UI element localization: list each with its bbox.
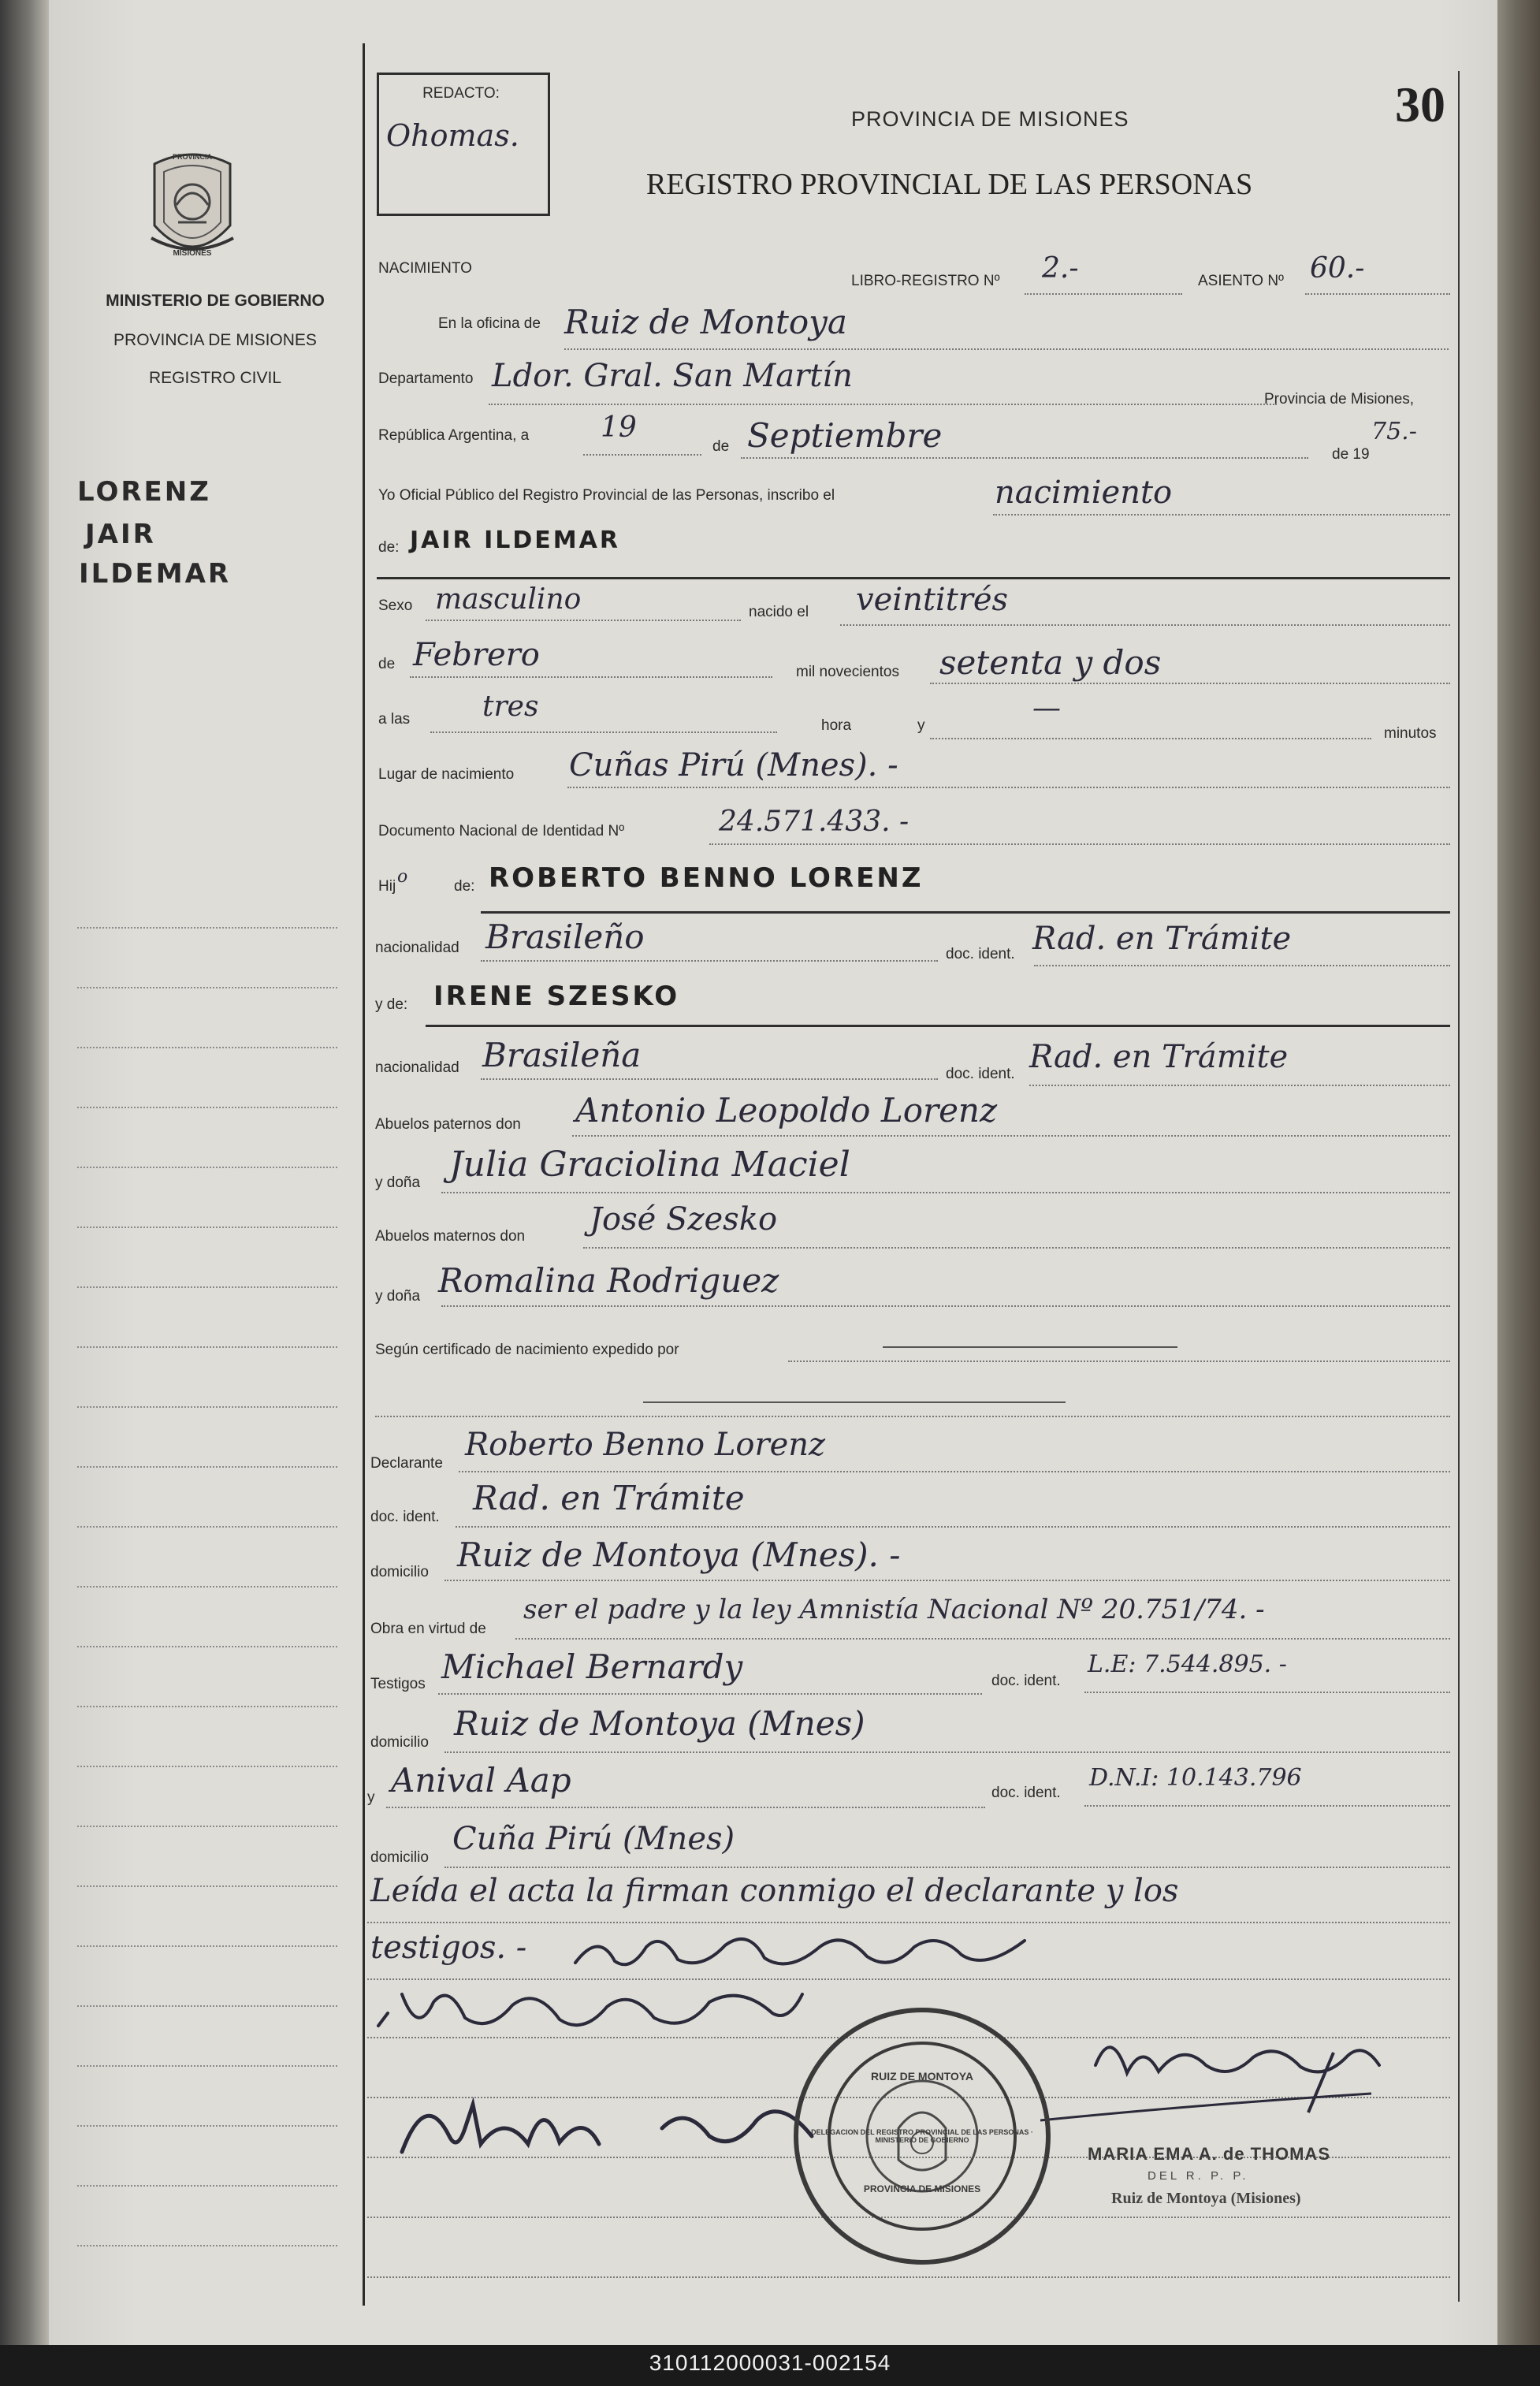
redacto-value: Ohomas. bbox=[386, 118, 519, 153]
margin-line bbox=[77, 1945, 337, 1947]
de-name-label: de: bbox=[378, 539, 400, 556]
registered-name: JAIR ILDEMAR bbox=[410, 527, 620, 554]
province-heading: PROVINCIA DE MISIONES bbox=[851, 107, 1129, 131]
doc-padre-line bbox=[1034, 965, 1450, 966]
nac-madre-label: nacionalidad bbox=[375, 1059, 459, 1076]
domicilio-label-3: domicilio bbox=[370, 1849, 429, 1866]
doc-declarante-value: Rad. en Trámite bbox=[473, 1479, 745, 1517]
certificado-line bbox=[788, 1361, 1450, 1362]
madre-label: y de: bbox=[375, 996, 408, 1013]
abuela-mat-line bbox=[441, 1305, 1450, 1307]
seal-bottom-text: MISIONES bbox=[173, 249, 212, 258]
official-role: DEL R. P. P. bbox=[1148, 2169, 1249, 2183]
closing-text-1: Leída el acta la firman conmigo el declarante y los bbox=[370, 1873, 1179, 1909]
abuelo-pat-value: Antonio Leopoldo Lorenz bbox=[575, 1091, 998, 1130]
domicilio-line bbox=[445, 1580, 1450, 1581]
testigo2-value: Anival Aap bbox=[391, 1761, 571, 1800]
margin-line bbox=[77, 2065, 337, 2067]
abuelos-pat-label: Abuelos paternos don bbox=[375, 1116, 521, 1133]
y-label: y bbox=[917, 717, 925, 734]
obra-value: ser el padre y la ley Amnistía Nacional Nº 20.751/74. - bbox=[523, 1594, 1265, 1625]
domicilio-label: domicilio bbox=[370, 1564, 429, 1580]
nac-padre-line bbox=[481, 960, 938, 962]
testigo1-dom: Ruiz de Montoya (Mnes) bbox=[454, 1704, 865, 1743]
margin-line bbox=[77, 1706, 337, 1707]
margin-line bbox=[77, 927, 337, 929]
declarante-value: Roberto Benno Lorenz bbox=[465, 1427, 826, 1463]
testigo2-dom: Cuña Pirú (Mnes) bbox=[452, 1821, 735, 1857]
domicilio-value: Ruiz de Montoya (Mnes). - bbox=[457, 1535, 901, 1574]
dni-label: Documento Nacional de Identidad Nº bbox=[378, 823, 625, 839]
sexo-value: masculino bbox=[435, 583, 582, 616]
lugar-value: Cuñas Pirú (Mnes). - bbox=[569, 747, 898, 784]
asiento-line bbox=[1305, 293, 1450, 295]
anio-nac-line bbox=[930, 683, 1450, 684]
departamento-value: Ldor. Gral. San Martín bbox=[492, 358, 853, 394]
nac-padre-label: nacionalidad bbox=[375, 940, 459, 956]
dni-value: 24.571.433. - bbox=[719, 806, 909, 838]
lugar-line bbox=[567, 787, 1450, 788]
margin-rule bbox=[363, 43, 365, 2306]
abuelos-mat-label: Abuelos maternos don bbox=[375, 1228, 526, 1245]
margin-line bbox=[77, 1646, 337, 1647]
nacimiento-label: NACIMIENTO bbox=[378, 260, 472, 277]
doc-madre-line bbox=[1029, 1085, 1450, 1086]
doc-padre-value: Rad. en Trámite bbox=[1032, 921, 1292, 957]
dni-line bbox=[709, 843, 1450, 845]
mes-nac-line bbox=[410, 676, 772, 678]
libro-line bbox=[1025, 293, 1182, 295]
margin-line bbox=[77, 1586, 337, 1588]
certificado-rule bbox=[883, 1346, 1177, 1348]
inscribo-value: nacimiento bbox=[995, 475, 1173, 511]
official-place: Ruiz de Montoya (Misiones) bbox=[1111, 2190, 1301, 2207]
mes-line bbox=[741, 457, 1308, 459]
oficial-text: Yo Oficial Público del Registro Provincial de las Personas, inscribo el bbox=[378, 487, 835, 504]
testigo1-doc-line bbox=[1084, 1692, 1450, 1693]
y-dona-label: y doña bbox=[375, 1174, 421, 1191]
y-label-2: y bbox=[367, 1789, 375, 1806]
lugar-label: Lugar de nacimiento bbox=[378, 766, 515, 783]
hijo-label: Hij bbox=[378, 878, 396, 895]
departamento-label: Departamento bbox=[378, 370, 474, 387]
hora-value: tres bbox=[482, 690, 539, 723]
closing-text-2: testigos. - bbox=[370, 1930, 527, 1966]
testigos-label: Testigos bbox=[370, 1676, 426, 1692]
oficina-value: Ruiz de Montoya bbox=[564, 303, 847, 341]
minutos-label: minutos bbox=[1384, 725, 1437, 742]
margin-line bbox=[77, 1227, 337, 1228]
margin-note-surname: LORENZ bbox=[77, 476, 211, 508]
margin-line bbox=[77, 1107, 337, 1108]
margin-note-name1: JAIR bbox=[85, 519, 156, 550]
de-label-2: de bbox=[378, 656, 396, 672]
doc-ident-label-5: doc. ident. bbox=[991, 1785, 1061, 1801]
mes-value: Septiembre bbox=[747, 416, 943, 455]
departamento-line bbox=[489, 404, 1277, 405]
registry-civil-label: REGISTRO CIVIL bbox=[148, 369, 282, 387]
doc-declarante-line bbox=[456, 1526, 1450, 1528]
doc-ident-label-3: doc. ident. bbox=[370, 1509, 440, 1525]
hora-label: hora bbox=[821, 717, 852, 734]
book-edge bbox=[1497, 0, 1540, 2345]
declarant-signature bbox=[567, 1923, 1040, 1978]
nac-madre-line bbox=[481, 1078, 938, 1080]
official-name: MARIA EMA A. de THOMAS bbox=[1088, 2144, 1330, 2164]
mother-name: IRENE SZESKO bbox=[433, 981, 680, 1012]
certificado-label: Según certificado de nacimiento expedido por bbox=[375, 1342, 679, 1358]
seal-top-text: PROVINCIA bbox=[172, 153, 212, 161]
name-rule bbox=[377, 577, 1450, 579]
doc-ident-label-2: doc. ident. bbox=[946, 1066, 1015, 1082]
father-name: ROBERTO BENNO LORENZ bbox=[489, 862, 924, 894]
abuelo-mat-line bbox=[583, 1247, 1450, 1249]
hijo-suffix: o bbox=[397, 867, 408, 887]
inscribo-line bbox=[993, 514, 1450, 516]
witness1-signature bbox=[370, 1978, 812, 2042]
abuela-mat-value: Romalina Rodriguez bbox=[438, 1261, 779, 1300]
hora-line bbox=[430, 731, 777, 733]
minutos-value: — bbox=[1032, 692, 1061, 724]
margin-line bbox=[77, 1885, 337, 1887]
blank-line-7 bbox=[367, 2276, 1450, 2278]
doc-ident-label-4: doc. ident. bbox=[991, 1673, 1061, 1689]
anio-value: 75.- bbox=[1371, 418, 1417, 445]
testigo1-line bbox=[438, 1693, 982, 1695]
right-rule bbox=[1458, 71, 1460, 2302]
official-signature bbox=[1025, 2018, 1403, 2136]
testigo2-doc: D.N.I: 10.143.796 bbox=[1089, 1764, 1302, 1792]
stamp-inner-bottom: PROVINCIA DE MISIONES bbox=[863, 2183, 981, 2194]
mother-rule bbox=[426, 1025, 1450, 1027]
margin-line bbox=[77, 1466, 337, 1468]
minutos-line bbox=[930, 738, 1371, 739]
margin-line bbox=[77, 2245, 337, 2246]
y-dona-label-2: y doña bbox=[375, 1288, 421, 1305]
abuela-pat-value: Julia Graciolina Maciel bbox=[449, 1145, 850, 1185]
dia-value: 19 bbox=[601, 411, 637, 444]
sexo-line bbox=[426, 620, 741, 621]
witness2-signature bbox=[394, 2081, 835, 2168]
folio-number: 30 bbox=[1395, 76, 1445, 132]
de-label: de bbox=[712, 438, 730, 455]
nac-padre-value: Brasileño bbox=[485, 918, 645, 956]
testigo1-doc: L.E: 7.544.895. - bbox=[1088, 1651, 1287, 1678]
testigo1-dom-line bbox=[445, 1751, 1450, 1753]
asiento-value: 60.- bbox=[1310, 252, 1365, 285]
testigo2-doc-line bbox=[1084, 1805, 1450, 1807]
margin-line bbox=[77, 1406, 337, 1408]
margin-line bbox=[77, 1167, 337, 1168]
doc-madre-value: Rad. en Trámite bbox=[1029, 1039, 1289, 1075]
oficina-label: En la oficina de bbox=[438, 315, 541, 332]
nacido-line bbox=[840, 624, 1450, 626]
alas-label: a las bbox=[378, 711, 411, 728]
asiento-label: ASIENTO Nº bbox=[1198, 273, 1284, 289]
margin-line bbox=[77, 987, 337, 988]
padre-de-label: de: bbox=[454, 878, 475, 895]
testigo1-value: Michael Bernardy bbox=[441, 1647, 743, 1686]
sexo-label: Sexo bbox=[378, 597, 413, 614]
provincia-suffix: Provincia de Misiones, bbox=[1264, 391, 1415, 408]
doc-ident-label: doc. ident. bbox=[946, 946, 1015, 962]
abuela-pat-line bbox=[441, 1192, 1450, 1193]
stamp-inner-top: RUIZ DE MONTOYA bbox=[871, 2070, 973, 2083]
testigo2-line bbox=[386, 1807, 985, 1808]
dia-line bbox=[583, 454, 701, 456]
province-label: PROVINCIA DE MISIONES bbox=[113, 331, 317, 349]
nac-madre-value: Brasileña bbox=[482, 1036, 642, 1074]
binder-shadow bbox=[0, 0, 49, 2345]
certificado-rule-2 bbox=[643, 1401, 1066, 1403]
nacido-value: veintitrés bbox=[856, 582, 1009, 618]
anio-nac-value: setenta y dos bbox=[939, 643, 1162, 682]
margin-line bbox=[77, 2125, 337, 2127]
archive-id: 310112000031-002154 bbox=[649, 2351, 891, 2375]
margin-line bbox=[77, 1766, 337, 1767]
certificado-line-2 bbox=[375, 1416, 1450, 1417]
libro-value: 2.- bbox=[1042, 252, 1079, 285]
obra-label: Obra en virtud de bbox=[370, 1621, 486, 1637]
margin-line bbox=[77, 1346, 337, 1348]
margin-line bbox=[77, 1526, 337, 1528]
father-rule bbox=[481, 911, 1450, 914]
mes-nac-value: Febrero bbox=[413, 637, 540, 673]
libro-label: LIBRO-REGISTRO Nº bbox=[851, 273, 1000, 289]
redacto-label: REDACTO: bbox=[422, 85, 500, 102]
stamp-outer-text: DELEGACION DEL REGISTRO PROVINCIAL DE LAS PERSONAS · MINISTERIO DE GOBIERNO bbox=[811, 2128, 1033, 2144]
oficina-line bbox=[564, 348, 1449, 350]
margin-line bbox=[77, 2185, 337, 2187]
republica-label: República Argentina, a bbox=[378, 427, 530, 444]
margin-line bbox=[77, 1286, 337, 1288]
ministry-label: MINISTERIO DE GOBIERNO bbox=[106, 292, 325, 310]
abuelo-pat-line bbox=[572, 1135, 1450, 1137]
declarante-line bbox=[459, 1471, 1450, 1472]
domicilio-label-2: domicilio bbox=[370, 1734, 429, 1751]
declarante-label: Declarante bbox=[370, 1455, 443, 1472]
margin-line bbox=[77, 1047, 337, 1048]
nacido-label: nacido el bbox=[749, 604, 809, 620]
obra-line bbox=[515, 1638, 1450, 1640]
abuelo-mat-value: José Szesko bbox=[590, 1201, 778, 1238]
registry-heading: REGISTRO PROVINCIAL DE LAS PERSONAS bbox=[646, 168, 1253, 201]
margin-line bbox=[77, 2005, 337, 2007]
de19-label: de 19 bbox=[1332, 446, 1370, 463]
margin-note-name2: ILDEMAR bbox=[79, 558, 232, 590]
mil-label: mil novecientos bbox=[796, 664, 899, 680]
margin-line bbox=[77, 1826, 337, 1827]
testigo2-dom-line bbox=[445, 1867, 1450, 1868]
